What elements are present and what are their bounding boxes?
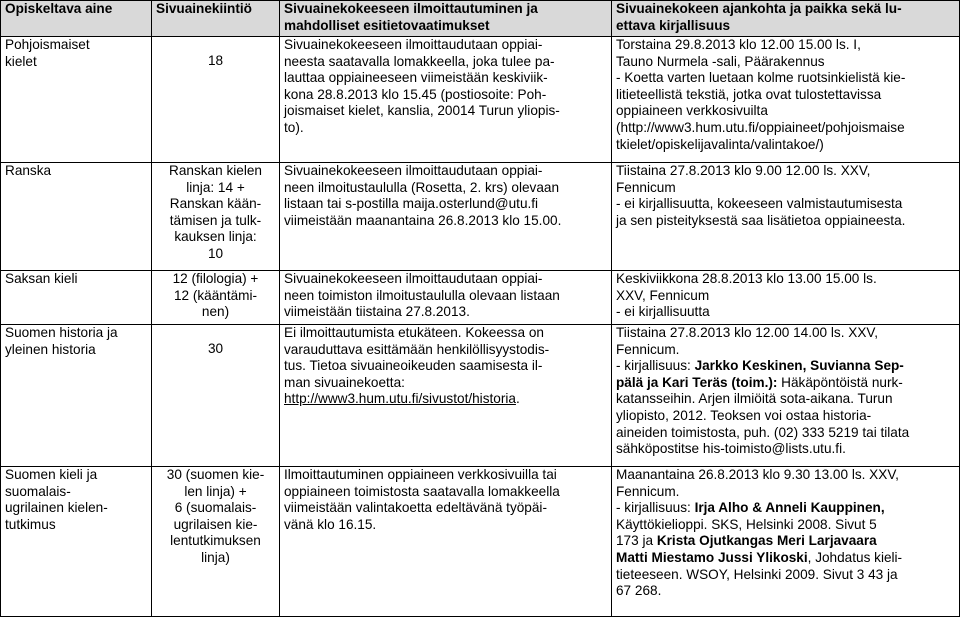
registration-cell: Sivuainekokeeseen ilmoittaudutaan oppiai- neen toimiston ilmoitustaululla olevaan listaan viimeistään tiistaina 27.8.2013. bbox=[280, 271, 612, 325]
quota-cell: 30 (suomen kie- len linja) + 6 (suomalais- ugrilaisen kie- lentutkimuksen linja) bbox=[152, 467, 280, 617]
header-registration: Sivuainekokeeseen ilmoittautuminen ja mahdolliset esitietovaatimukset bbox=[280, 1, 612, 37]
subject-cell: Suomen kieli ja suomalais- ugrilainen kielen- tutkimus bbox=[1, 467, 152, 617]
exam-cell: Keskiviikkona 28.8.2013 klo 13.00 15.00 ls. XXV, Fennicum - ei kirjallisuutta bbox=[612, 271, 960, 325]
table-row bbox=[1, 325, 960, 467]
quota-cell: Ranskan kielen linja: 14 + Ranskan kään- tämisen ja tulk- kauksen linja: 10 bbox=[152, 163, 280, 271]
table-row bbox=[1, 37, 960, 163]
subject-cell: Ranska bbox=[1, 163, 152, 271]
history-website-link[interactable]: http://www3.hum.utu.fi/sivustot/historia bbox=[284, 391, 516, 407]
header-exam: Sivuainekokeen ajankohta ja paikka sekä lu- ettava kirjallisuus bbox=[612, 1, 960, 37]
exam-cell: Maanantaina 26.8.2013 klo 9.30 13.00 ls. XXV, Fennicum. - kirjallisuus: Irja Alho & Anneli Kauppinen, Käyttökielioppi. SKS, Helsinki 2008. Sivut 5 173 ja Krista Ojutkangas Meri Larjavaara Matti Miestamo Jussi Ylikoski, Johdatus kieli- tieteeseen. WSOY, Helsinki 2009. Sivut 3 43 ja 67 268. bbox=[612, 467, 960, 617]
exam-cell: Torstaina 29.8.2013 klo 12.00 15.00 ls. I, Tauno Nurmela -sali, Päärakennus - Koetta varten luetaan kolme ruotsinkielistä kie- litieteellistä tekstiä, jotka ovat tulostettavissa oppiaineen verkkosivuilta (http://www3.hum.utu.fi/oppiaineet/pohjoismaise tkielet/opiskelijavalinta/valintakoe/) bbox=[612, 37, 960, 163]
table-row bbox=[1, 467, 960, 617]
table-header-row bbox=[1, 1, 960, 37]
quota-cell: 18 bbox=[152, 37, 280, 163]
registration-cell: Sivuainekokeeseen ilmoittaudutaan oppiai- neesta saatavalla lomakkeella, joka tulee pa- lauttaa oppiaineeseen viimeistään keskiviik- kona 28.8.2013 klo 15.45 (postiosoite: Poh- joismaiset kielet, kanslia, 20014 Turun yliopis- to). bbox=[280, 37, 612, 163]
subject-cell: Suomen historia ja yleinen historia bbox=[1, 325, 152, 467]
quota-cell: 30 bbox=[152, 325, 280, 467]
registration-cell: Ilmoittautuminen oppiaineen verkkosivuilla tai oppiaineen toimistosta saatavalla lomakkeella viimeistään valintakoetta edeltävänä työpäi- vänä klo 16.15. bbox=[280, 467, 612, 617]
registration-cell: Ei ilmoittautumista etukäteen. Kokeessa on varauduttava esittämään henkilöllisyystodis- tus. Tietoa sivuaineoikeuden saamisesta il- man sivuainekoetta: http://www3.hum.utu.fi/sivustot/historia. bbox=[280, 325, 612, 467]
quota-cell: 12 (filologia) + 12 (kääntämi- nen) bbox=[152, 271, 280, 325]
table-row bbox=[1, 271, 960, 325]
table-row bbox=[1, 163, 960, 271]
exam-cell: Tiistaina 27.8.2013 klo 9.00 12.00 ls. XXV, Fennicum - ei kirjallisuutta, kokeeseen valmistautumisesta ja sen pisteityksestä saa lisätietoa oppiaineesta. bbox=[612, 163, 960, 271]
subject-cell: Saksan kieli bbox=[1, 271, 152, 325]
registration-cell: Sivuainekokeeseen ilmoittaudutaan oppiai- neen ilmoitustaululla (Rosetta, 2. krs) olevaan listaan tai s-postilla maija.osterlund@utu.fi viimeistään maanantaina 26.8.2013 klo 15.00. bbox=[280, 163, 612, 271]
exam-cell: Tiistaina 27.8.2013 klo 12.00 14.00 ls. XXV, Fennicum. - kirjallisuus: Jarkko Keskinen, Suvianna Sep- pälä ja Kari Teräs (toim.): Häkäpöntöistä nurk- katansseihin. Arjen ilmiöitä sota-aikana. Turun yliopisto, 2012. Teoksen voi ostaa historia- aineiden toimistosta, puh. (02) 333 5219 tai tilata sähköpostitse his-toimisto@lists.utu.fi. bbox=[612, 325, 960, 467]
header-subject: Opiskeltava aine bbox=[1, 1, 152, 37]
header-quota: Sivuainekiintiö bbox=[152, 1, 280, 37]
subject-cell: Pohjoismaiset kielet bbox=[1, 37, 152, 163]
